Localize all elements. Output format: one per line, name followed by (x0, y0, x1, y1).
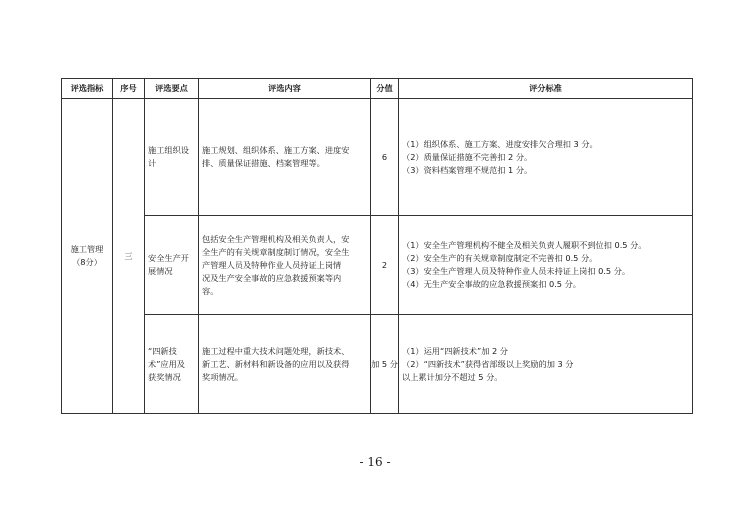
score-cell: 加 5 分 (371, 315, 399, 414)
criteria-line: （1）运用“四新技术”加 2 分 (402, 345, 508, 356)
key-point-line: 术”应用及 (148, 358, 185, 369)
content-line: 施工过程中重大技术问题处理，新技术、 (202, 345, 350, 356)
number-cell: 三 (113, 99, 145, 414)
criteria-line: （3）资料档案管理不规范扣 1 分。 (402, 164, 533, 175)
criteria-line: （1）安全生产管理机构不健全及相关负责人履职不到位扣 0.5 分。 (402, 240, 647, 250)
content-line: 新工艺、新材料和新设备的应用以及获得 (202, 358, 350, 369)
key-point-cell (145, 315, 199, 414)
table-row (62, 216, 693, 315)
content-cell (199, 216, 371, 315)
content-cell (199, 99, 371, 216)
criteria-line: （2）质量保证措施不完善扣 2 分。 (402, 151, 533, 162)
indicator-name: 施工管理 (70, 244, 104, 254)
key-point-line: 安全生产开 (148, 253, 189, 263)
header-score: 分值 (371, 79, 399, 99)
criteria-cell (399, 99, 693, 216)
table-header-row (62, 79, 693, 99)
indicator-cell (62, 99, 113, 414)
criteria-line: 以上累计加分不超过 5 分。 (402, 371, 503, 382)
criteria-line: （1）组织体系、施工方案、进度安排欠合理扣 3 分。 (402, 138, 598, 149)
page-number: - 16 - (359, 455, 391, 469)
header-criteria: 评分标准 (399, 79, 693, 99)
content-line: 容。 (202, 285, 219, 296)
header-content: 评选内容 (199, 79, 371, 99)
content-line: 包括安全生产管理机构及相关负责人，安 (202, 233, 350, 244)
content-line: 施工规划、组织体系、施工方案、进度安 (202, 145, 350, 155)
key-point-line: “四新技 (148, 345, 177, 356)
content-cell (199, 315, 371, 414)
content-line: 奖项情况。 (202, 371, 243, 382)
key-point-line: 获奖情况 (148, 371, 181, 382)
key-point-line: 施工组织设 (148, 145, 189, 155)
score-cell: 6 (371, 99, 399, 216)
key-point-line: 展情况 (148, 266, 173, 276)
scoring-table (61, 78, 693, 414)
content-line: 全生产的有关规章制度制订情况，安全生 (202, 246, 350, 257)
indicator-points: （8分） (72, 257, 102, 267)
criteria-line: （2）“四新技术”获得省部级以上奖励的加 3 分 (402, 358, 574, 369)
key-point-line: 计 (148, 158, 157, 168)
content-line: 排、质量保证措施、档案管理等。 (202, 158, 325, 168)
criteria-line: （3）安全生产管理人员及特种作业人员未持证上岗扣 0.5 分。 (402, 266, 631, 276)
header-number: 序号 (113, 79, 145, 99)
key-point-cell (145, 216, 199, 315)
criteria-cell (399, 216, 693, 315)
content-line: 产管理人员及特种作业人员持证上岗情 (202, 259, 342, 270)
key-point-cell (145, 99, 199, 216)
table-row (62, 315, 693, 414)
criteria-line: （2）安全生产的有关规章制度制定不完善扣 0.5 分。 (402, 253, 598, 263)
header-indicator: 评选指标 (62, 79, 113, 99)
table-row (62, 99, 693, 216)
criteria-cell (399, 315, 693, 414)
criteria-line: （4）无生产安全事故的应急救援预案扣 0.5 分。 (402, 279, 581, 289)
score-cell: 2 (371, 216, 399, 315)
header-key-point: 评选要点 (145, 79, 199, 99)
content-line: 况及生产安全事故的应急救援预案等内 (202, 272, 342, 283)
